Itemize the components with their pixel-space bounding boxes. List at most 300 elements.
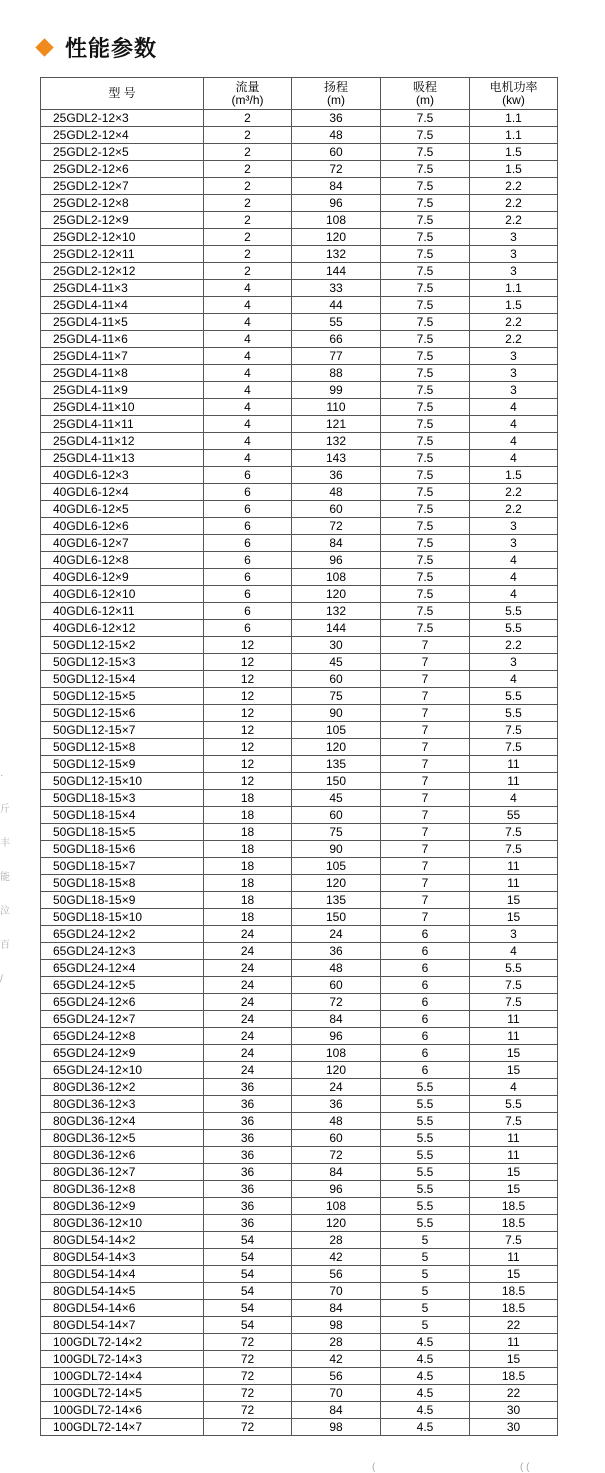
cell-head: 56: [292, 1368, 381, 1385]
side-mark: 泣: [0, 906, 10, 917]
cell-suction: 7: [381, 875, 470, 892]
table-row: [41, 1266, 558, 1283]
cell-model: 50GDL18-15×8: [41, 875, 204, 892]
cell-head: 55: [292, 314, 381, 331]
table-row: [41, 705, 558, 722]
cell-head: 120: [292, 229, 381, 246]
cell-flow: 54: [204, 1283, 292, 1300]
cell-power: 4: [470, 943, 558, 960]
table-row: [41, 1300, 558, 1317]
cell-model: 50GDL12-15×2: [41, 637, 204, 654]
table-row: [41, 365, 558, 382]
cell-flow: 2: [204, 178, 292, 195]
cell-power: 7.5: [470, 994, 558, 1011]
cell-flow: 2: [204, 144, 292, 161]
cell-model: 80GDL54-14×7: [41, 1317, 204, 1334]
header-head: [292, 78, 381, 110]
cell-flow: 72: [204, 1402, 292, 1419]
table-row: [41, 824, 558, 841]
cell-model: 40GDL6-12×3: [41, 467, 204, 484]
table-row: [41, 943, 558, 960]
cell-flow: 12: [204, 637, 292, 654]
cell-suction: 7.5: [381, 297, 470, 314]
cell-suction: 4.5: [381, 1334, 470, 1351]
cell-model: 40GDL6-12×12: [41, 620, 204, 637]
table-row: [41, 1096, 558, 1113]
cell-suction: 7.5: [381, 450, 470, 467]
header-model: [41, 78, 204, 110]
cell-head: 36: [292, 1096, 381, 1113]
header-suction: [381, 78, 470, 110]
cell-suction: 6: [381, 1045, 470, 1062]
cell-suction: 6: [381, 1011, 470, 1028]
cell-suction: 7.5: [381, 348, 470, 365]
cell-head: 56: [292, 1266, 381, 1283]
cell-power: 22: [470, 1385, 558, 1402]
cell-flow: 2: [204, 110, 292, 127]
cell-power: 22: [470, 1317, 558, 1334]
cell-power: 11: [470, 858, 558, 875]
table-row: [41, 127, 558, 144]
cell-power: 3: [470, 382, 558, 399]
table-row: [41, 858, 558, 875]
cell-flow: 2: [204, 229, 292, 246]
table-row: [41, 1113, 558, 1130]
cell-head: 132: [292, 603, 381, 620]
table-row: [41, 875, 558, 892]
side-mark: 能: [0, 872, 10, 883]
cell-flow: 12: [204, 773, 292, 790]
table-row: [41, 1181, 558, 1198]
cell-suction: 7: [381, 654, 470, 671]
cell-head: 150: [292, 773, 381, 790]
cell-model: 80GDL54-14×6: [41, 1300, 204, 1317]
cell-model: 50GDL18-15×9: [41, 892, 204, 909]
cell-flow: 18: [204, 909, 292, 926]
cell-suction: 7: [381, 909, 470, 926]
cell-flow: 4: [204, 331, 292, 348]
cell-head: 90: [292, 705, 381, 722]
cell-power: 30: [470, 1402, 558, 1419]
cell-suction: 7.5: [381, 314, 470, 331]
cell-suction: 7.5: [381, 399, 470, 416]
cell-flow: 36: [204, 1096, 292, 1113]
table-row: [41, 1028, 558, 1045]
cell-suction: 7: [381, 688, 470, 705]
cell-power: 11: [470, 1028, 558, 1045]
table-row: [41, 841, 558, 858]
cell-head: 96: [292, 195, 381, 212]
cell-flow: 2: [204, 195, 292, 212]
table-row: [41, 1011, 558, 1028]
cell-model: 25GDL2-12×7: [41, 178, 204, 195]
cell-head: 120: [292, 586, 381, 603]
footer-mark-2: ( (: [520, 1462, 530, 1473]
cell-suction: 4.5: [381, 1419, 470, 1436]
cell-power: 5.5: [470, 620, 558, 637]
table-row: [41, 790, 558, 807]
cell-suction: 7: [381, 892, 470, 909]
table-row: [41, 994, 558, 1011]
cell-power: 5.5: [470, 705, 558, 722]
cell-model: 25GDL2-12×4: [41, 127, 204, 144]
table-row: [41, 756, 558, 773]
cell-head: 30: [292, 637, 381, 654]
cell-suction: 7.5: [381, 178, 470, 195]
cell-head: 66: [292, 331, 381, 348]
cell-model: 100GDL72-14×3: [41, 1351, 204, 1368]
table-row: [41, 161, 558, 178]
cell-head: 144: [292, 263, 381, 280]
table-row: [41, 722, 558, 739]
cell-model: 80GDL36-12×8: [41, 1181, 204, 1198]
cell-power: 15: [470, 1266, 558, 1283]
cell-power: 5.5: [470, 1096, 558, 1113]
cell-model: 40GDL6-12×5: [41, 501, 204, 518]
cell-suction: 5.5: [381, 1130, 470, 1147]
cell-flow: 54: [204, 1232, 292, 1249]
cell-power: 3: [470, 348, 558, 365]
cell-model: 40GDL6-12×7: [41, 535, 204, 552]
cell-suction: 7.5: [381, 382, 470, 399]
cell-suction: 5: [381, 1283, 470, 1300]
table-row: [41, 773, 558, 790]
cell-head: 108: [292, 1045, 381, 1062]
table-row: [41, 110, 558, 127]
cell-flow: 36: [204, 1164, 292, 1181]
table-row: [41, 926, 558, 943]
cell-head: 33: [292, 280, 381, 297]
cell-head: 132: [292, 433, 381, 450]
cell-power: 1.5: [470, 144, 558, 161]
table-row: [41, 892, 558, 909]
cell-power: 2.2: [470, 331, 558, 348]
cell-flow: 6: [204, 535, 292, 552]
cell-flow: 54: [204, 1266, 292, 1283]
cell-power: 2.2: [470, 314, 558, 331]
cell-suction: 7: [381, 773, 470, 790]
table-row: [41, 637, 558, 654]
cell-power: 1.5: [470, 297, 558, 314]
cell-head: 144: [292, 620, 381, 637]
cell-model: 50GDL18-15×4: [41, 807, 204, 824]
cell-suction: 5.5: [381, 1079, 470, 1096]
cell-head: 70: [292, 1283, 381, 1300]
cell-model: 80GDL36-12×6: [41, 1147, 204, 1164]
cell-head: 48: [292, 484, 381, 501]
cell-suction: 7.5: [381, 518, 470, 535]
cell-flow: 6: [204, 467, 292, 484]
cell-flow: 6: [204, 484, 292, 501]
cell-suction: 7: [381, 722, 470, 739]
cell-suction: 5.5: [381, 1147, 470, 1164]
cell-flow: 4: [204, 433, 292, 450]
cell-head: 72: [292, 518, 381, 535]
table-header-row: [41, 78, 558, 110]
table-row: [41, 1419, 558, 1436]
table-row: [41, 1062, 558, 1079]
cell-model: 80GDL54-14×2: [41, 1232, 204, 1249]
cell-head: 70: [292, 1385, 381, 1402]
cell-model: 100GDL72-14×4: [41, 1368, 204, 1385]
cell-power: 7.5: [470, 722, 558, 739]
cell-model: 50GDL12-15×7: [41, 722, 204, 739]
table-row: [41, 1130, 558, 1147]
cell-power: 3: [470, 535, 558, 552]
table-row: [41, 1402, 558, 1419]
cell-suction: 6: [381, 1028, 470, 1045]
cell-model: 40GDL6-12×6: [41, 518, 204, 535]
cell-suction: 7.5: [381, 433, 470, 450]
cell-head: 98: [292, 1317, 381, 1334]
cell-model: 25GDL2-12×3: [41, 110, 204, 127]
cell-suction: 7.5: [381, 280, 470, 297]
cell-suction: 7.5: [381, 127, 470, 144]
cell-head: 24: [292, 1079, 381, 1096]
table-row: [41, 1079, 558, 1096]
table-row: [41, 229, 558, 246]
cell-flow: 24: [204, 1045, 292, 1062]
cell-suction: 7.5: [381, 586, 470, 603]
cell-suction: 7: [381, 824, 470, 841]
cell-power: 1.1: [470, 110, 558, 127]
diamond-bullet-icon: [35, 38, 53, 56]
cell-power: 11: [470, 1334, 558, 1351]
cell-power: 1.5: [470, 467, 558, 484]
table-row: [41, 688, 558, 705]
cell-head: 84: [292, 178, 381, 195]
cell-suction: 5.5: [381, 1215, 470, 1232]
cell-flow: 12: [204, 722, 292, 739]
cell-head: 72: [292, 1147, 381, 1164]
cell-suction: 7: [381, 756, 470, 773]
performance-table: [40, 77, 558, 1436]
cell-suction: 7: [381, 671, 470, 688]
header-flow-label: 流量: [235, 79, 260, 94]
table-row: [41, 399, 558, 416]
cell-head: 120: [292, 1215, 381, 1232]
cell-head: 84: [292, 1402, 381, 1419]
cell-suction: 7: [381, 739, 470, 756]
table-row: [41, 977, 558, 994]
cell-power: 4: [470, 586, 558, 603]
cell-power: 11: [470, 1147, 558, 1164]
table-row: [41, 144, 558, 161]
cell-head: 108: [292, 212, 381, 229]
cell-model: 50GDL12-15×9: [41, 756, 204, 773]
table-row: [41, 1232, 558, 1249]
table-row: [41, 569, 558, 586]
cell-power: 18.5: [470, 1300, 558, 1317]
cell-model: 65GDL24-12×2: [41, 926, 204, 943]
cell-model: 25GDL2-12×6: [41, 161, 204, 178]
cell-suction: 4.5: [381, 1368, 470, 1385]
cell-flow: 72: [204, 1368, 292, 1385]
cell-model: 50GDL12-15×3: [41, 654, 204, 671]
cell-model: 25GDL4-11×4: [41, 297, 204, 314]
cell-power: 2.2: [470, 501, 558, 518]
cell-model: 80GDL54-14×4: [41, 1266, 204, 1283]
cell-suction: 5.5: [381, 1181, 470, 1198]
cell-flow: 54: [204, 1249, 292, 1266]
cell-model: 65GDL24-12×7: [41, 1011, 204, 1028]
table-row: [41, 348, 558, 365]
cell-suction: 5: [381, 1317, 470, 1334]
cell-suction: 7.5: [381, 416, 470, 433]
cell-suction: 7.5: [381, 195, 470, 212]
cell-power: 3: [470, 654, 558, 671]
table-row: [41, 620, 558, 637]
cell-model: 80GDL54-14×3: [41, 1249, 204, 1266]
cell-model: 50GDL12-15×5: [41, 688, 204, 705]
cell-suction: 7.5: [381, 365, 470, 382]
cell-flow: 12: [204, 688, 292, 705]
cell-power: 3: [470, 518, 558, 535]
table-row: [41, 1334, 558, 1351]
header-head-unit: (m): [327, 92, 345, 107]
cell-flow: 24: [204, 960, 292, 977]
cell-power: 11: [470, 875, 558, 892]
cell-flow: 36: [204, 1215, 292, 1232]
cell-model: 25GDL2-12×9: [41, 212, 204, 229]
cell-suction: 7: [381, 858, 470, 875]
cell-flow: 4: [204, 365, 292, 382]
cell-head: 99: [292, 382, 381, 399]
cell-head: 98: [292, 1419, 381, 1436]
cell-model: 100GDL72-14×2: [41, 1334, 204, 1351]
table-row: [41, 1283, 558, 1300]
cell-flow: 12: [204, 739, 292, 756]
cell-model: 50GDL12-15×4: [41, 671, 204, 688]
cell-power: 5.5: [470, 603, 558, 620]
cell-head: 60: [292, 977, 381, 994]
cell-suction: 7.5: [381, 144, 470, 161]
table-row: [41, 671, 558, 688]
cell-flow: 12: [204, 671, 292, 688]
cell-power: 15: [470, 1351, 558, 1368]
cell-head: 84: [292, 535, 381, 552]
cell-power: 1.1: [470, 127, 558, 144]
table-row: [41, 416, 558, 433]
table-row: [41, 739, 558, 756]
cell-flow: 72: [204, 1351, 292, 1368]
cell-power: 11: [470, 1249, 558, 1266]
cell-power: 4: [470, 671, 558, 688]
section-heading: [34, 30, 157, 64]
cell-suction: 7.5: [381, 620, 470, 637]
table-row: [41, 246, 558, 263]
cell-flow: 72: [204, 1334, 292, 1351]
cell-power: 15: [470, 1045, 558, 1062]
footer-mark-1: (: [372, 1462, 376, 1473]
cell-suction: 5: [381, 1232, 470, 1249]
cell-power: 18.5: [470, 1368, 558, 1385]
cell-power: 15: [470, 892, 558, 909]
cell-model: 80GDL36-12×5: [41, 1130, 204, 1147]
cell-flow: 24: [204, 977, 292, 994]
table-row: [41, 331, 558, 348]
cell-model: 100GDL72-14×7: [41, 1419, 204, 1436]
table-row: [41, 518, 558, 535]
cell-model: 80GDL36-12×3: [41, 1096, 204, 1113]
cell-model: 50GDL12-15×8: [41, 739, 204, 756]
table-row: [41, 212, 558, 229]
cell-flow: 18: [204, 875, 292, 892]
cell-suction: 6: [381, 994, 470, 1011]
table-row: [41, 263, 558, 280]
cell-head: 77: [292, 348, 381, 365]
cell-flow: 4: [204, 450, 292, 467]
table-row: [41, 1215, 558, 1232]
cell-flow: 2: [204, 127, 292, 144]
cell-model: 65GDL24-12×3: [41, 943, 204, 960]
cell-suction: 7: [381, 790, 470, 807]
cell-head: 45: [292, 654, 381, 671]
cell-head: 84: [292, 1300, 381, 1317]
cell-suction: 7.5: [381, 161, 470, 178]
cell-power: 4: [470, 569, 558, 586]
table-row: [41, 1147, 558, 1164]
cell-flow: 24: [204, 1028, 292, 1045]
cell-power: 18.5: [470, 1215, 558, 1232]
cell-model: 65GDL24-12×8: [41, 1028, 204, 1045]
cell-model: 40GDL6-12×11: [41, 603, 204, 620]
table-row: [41, 382, 558, 399]
cell-flow: 2: [204, 161, 292, 178]
cell-head: 36: [292, 110, 381, 127]
cell-power: 7.5: [470, 1113, 558, 1130]
cell-model: 25GDL4-11×6: [41, 331, 204, 348]
table-row: [41, 195, 558, 212]
cell-model: 50GDL18-15×10: [41, 909, 204, 926]
cell-flow: 24: [204, 994, 292, 1011]
cell-power: 2.2: [470, 212, 558, 229]
cell-flow: 12: [204, 756, 292, 773]
cell-power: 15: [470, 1181, 558, 1198]
cell-suction: 5.5: [381, 1096, 470, 1113]
header-power: [470, 78, 558, 110]
cell-model: 80GDL54-14×5: [41, 1283, 204, 1300]
cell-model: 25GDL2-12×10: [41, 229, 204, 246]
cell-head: 28: [292, 1232, 381, 1249]
cell-power: 4: [470, 1079, 558, 1096]
section-title: 性能参数: [65, 35, 158, 61]
table-row: [41, 603, 558, 620]
cell-suction: 5: [381, 1300, 470, 1317]
cell-head: 45: [292, 790, 381, 807]
cell-flow: 24: [204, 943, 292, 960]
cell-power: 55: [470, 807, 558, 824]
cell-head: 105: [292, 858, 381, 875]
cell-model: 50GDL12-15×6: [41, 705, 204, 722]
cell-flow: 18: [204, 790, 292, 807]
cell-flow: 24: [204, 1062, 292, 1079]
cell-suction: 7.5: [381, 501, 470, 518]
cell-power: 3: [470, 365, 558, 382]
cell-flow: 4: [204, 314, 292, 331]
cell-head: 135: [292, 892, 381, 909]
cell-flow: 18: [204, 824, 292, 841]
side-mark: /: [0, 974, 3, 985]
cell-suction: 7.5: [381, 569, 470, 586]
cell-head: 24: [292, 926, 381, 943]
cell-model: 25GDL2-12×12: [41, 263, 204, 280]
cell-head: 120: [292, 739, 381, 756]
cell-power: 3: [470, 926, 558, 943]
cell-suction: 7.5: [381, 263, 470, 280]
header-power-unit: (kw): [502, 92, 525, 107]
cell-flow: 18: [204, 858, 292, 875]
